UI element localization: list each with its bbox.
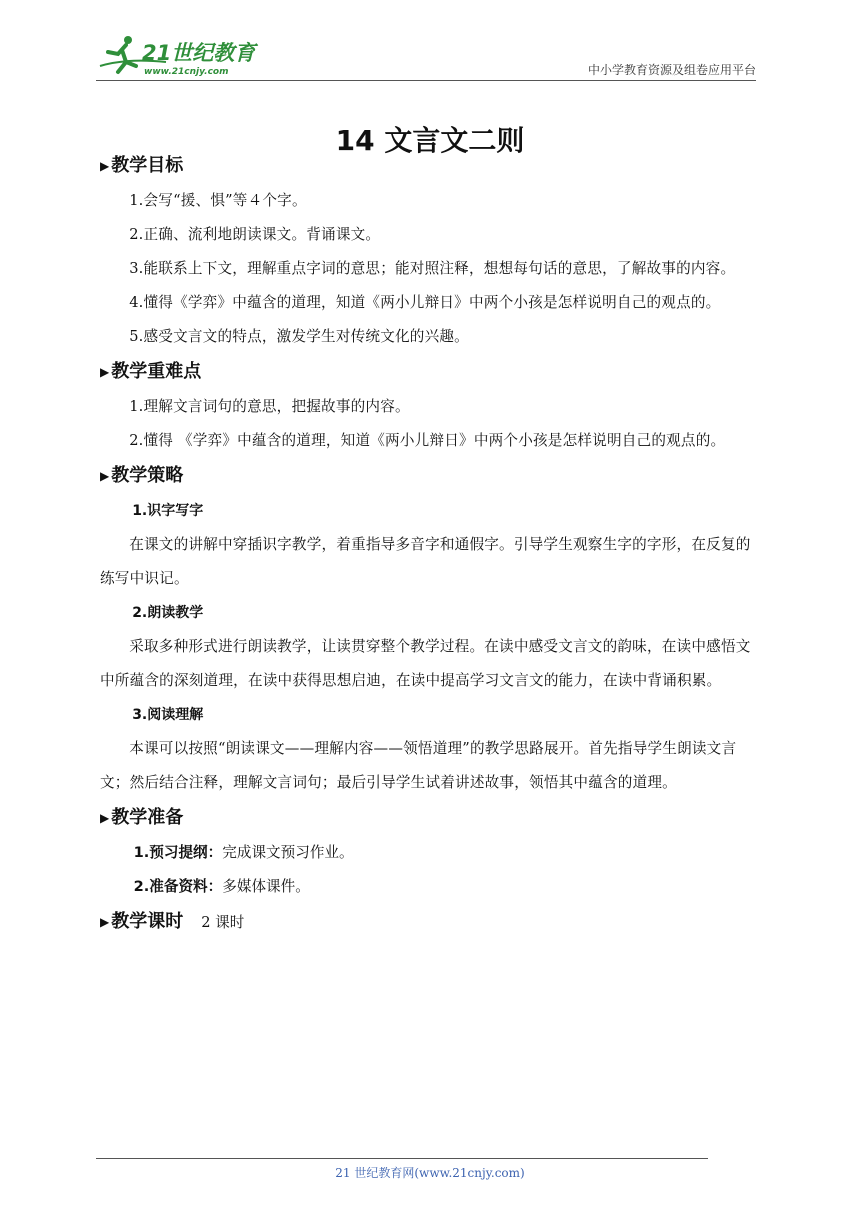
strategy-text: 在课文的讲解中穿插识字教学，着重指导多音字和通假字。引导学生观察生字的字形，在反复的练写中识记。 — [100, 536, 751, 587]
goal-item: 4.懂得《学弈》中蕴含的道理，知道《两小儿辩日》中两个小孩是怎样说明自己的观点的。 — [129, 294, 721, 311]
section-heading-goals: ▶ 教学目标 — [100, 155, 184, 176]
header-divider — [96, 80, 756, 81]
section-heading-preparation: ▶ 教学准备 — [100, 807, 184, 828]
page-title: 14 文言文二则 — [335, 123, 525, 157]
triangle-bullet-icon: ▶ — [100, 915, 110, 929]
preparation-text: 多媒体课件。 — [222, 878, 310, 895]
strategy-subtitle: 2.朗读教学 — [132, 605, 204, 621]
triangle-bullet-icon: ▶ — [100, 365, 110, 379]
preparation-item — [100, 836, 762, 870]
svg-text:21世纪教育: 21世纪教育 — [142, 41, 256, 65]
strategy-subtitle: 1.识字写字 — [132, 503, 204, 519]
runner-logo-icon — [96, 32, 266, 78]
page-header — [0, 0, 860, 82]
strategy-text: 本课可以按照“朗读课文——理解内容——领悟道理”的教学思路展开。首先指导学生朗读文言文；然后结合注释，理解文言词句；最后引导学生试着讲述故事，领悟其中蕴含的道理。 — [100, 740, 737, 791]
platform-name: 中小学教育资源及组卷应用平台 — [587, 63, 756, 77]
triangle-bullet-icon: ▶ — [100, 159, 110, 173]
section-heading-strategy: ▶ 教学策略 — [100, 465, 184, 486]
footer-divider — [96, 1158, 708, 1159]
goal-item: 1.会写“援、惧”等４个字。 — [129, 192, 307, 209]
site-logo — [96, 32, 266, 78]
svg-text:www.21cnjy.com: www.21cnjy.com — [144, 67, 229, 77]
preparation-text: 完成课文预习作业。 — [222, 844, 354, 861]
goal-item: 5.感受文言文的特点，激发学生对传统文化的兴趣。 — [129, 328, 469, 345]
key-point-item: 2.懂得 《学弈》中蕴含的道理，知道《两小儿辩日》中两个小孩是怎样说明自己的观点的。 — [129, 432, 726, 449]
section-heading-periods: ▶ 教学课时 2 课时 — [100, 911, 245, 932]
preparation-item — [100, 870, 762, 904]
page-footer: 21 世纪教育网(www.21cnjy.com) — [335, 1166, 525, 1180]
section-heading-key-points: ▶ 教学重难点 — [100, 361, 202, 382]
strategy-text: 采取多种形式进行朗读教学，让读贯穿整个教学过程。在读中感受文言文的韵味，在读中感悟文中所蕴含的深刻道理，在读中获得思想启迪，在读中提高学习文言文的能力，在读中背诵积累。 — [100, 638, 751, 689]
goal-item: 2.正确、流利地朗读课文。背诵课文。 — [129, 226, 381, 243]
key-point-item: 1.理解文言词句的意思，把握故事的内容。 — [129, 398, 410, 415]
triangle-bullet-icon: ▶ — [100, 469, 110, 483]
lesson-content — [100, 148, 762, 940]
strategy-subtitle: 3.阅读理解 — [132, 707, 204, 723]
goal-item: 3.能联系上下文，理解重点字词的意思；能对照注释，想想每句话的意思，了解故事的内容。 — [129, 260, 736, 277]
periods-value: 2 课时 — [201, 914, 245, 931]
triangle-bullet-icon: ▶ — [100, 811, 110, 825]
preparation-label: 2.准备资料： — [133, 878, 223, 895]
preparation-label: 1.预习提纲： — [133, 844, 223, 861]
